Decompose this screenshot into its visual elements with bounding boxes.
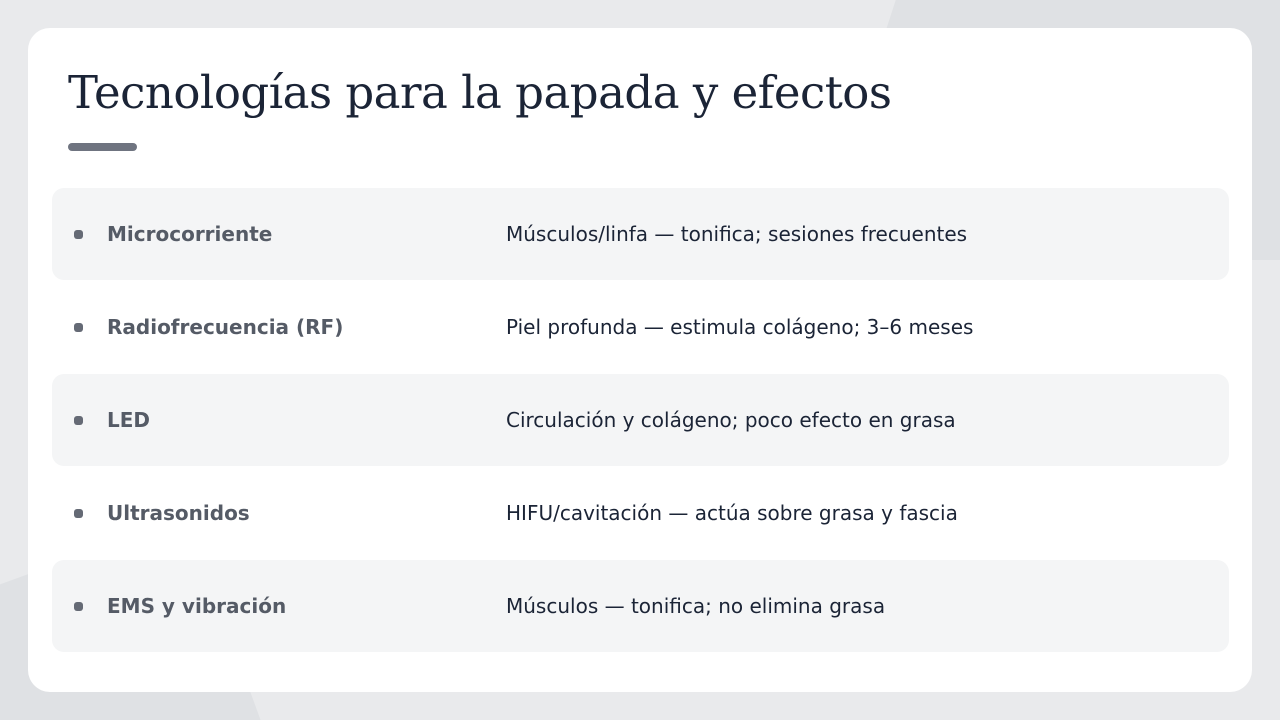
slide-card (28, 28, 1252, 692)
technology-label: EMS y vibración (107, 594, 287, 618)
technology-label: LED (107, 408, 151, 432)
effect-description: Circulación y colágeno; poco efecto en grasa (506, 408, 956, 432)
list-item (52, 560, 1229, 652)
slide-title: Tecnologías para la papada y efectos (68, 66, 892, 119)
effect-description: HIFU/cavitación — actúa sobre grasa y fascia (506, 501, 958, 525)
technology-list (52, 188, 1229, 653)
list-item (52, 281, 1229, 373)
bullet-icon (74, 323, 83, 332)
technology-label: Ultrasonidos (107, 501, 250, 525)
technology-label: Radiofrecuencia (RF) (107, 315, 344, 339)
list-item (52, 374, 1229, 466)
bullet-icon (74, 602, 83, 611)
effect-description: Piel profunda — estimula colágeno; 3–6 meses (506, 315, 974, 339)
list-item (52, 467, 1229, 559)
bullet-icon (74, 509, 83, 518)
bullet-icon (74, 230, 83, 239)
list-item (52, 188, 1229, 280)
bullet-icon (74, 416, 83, 425)
title-underline (68, 143, 137, 151)
technology-label: Microcorriente (107, 222, 273, 246)
effect-description: Músculos/linfa — tonifica; sesiones frecuentes (506, 222, 968, 246)
effect-description: Músculos — tonifica; no elimina grasa (506, 594, 886, 618)
